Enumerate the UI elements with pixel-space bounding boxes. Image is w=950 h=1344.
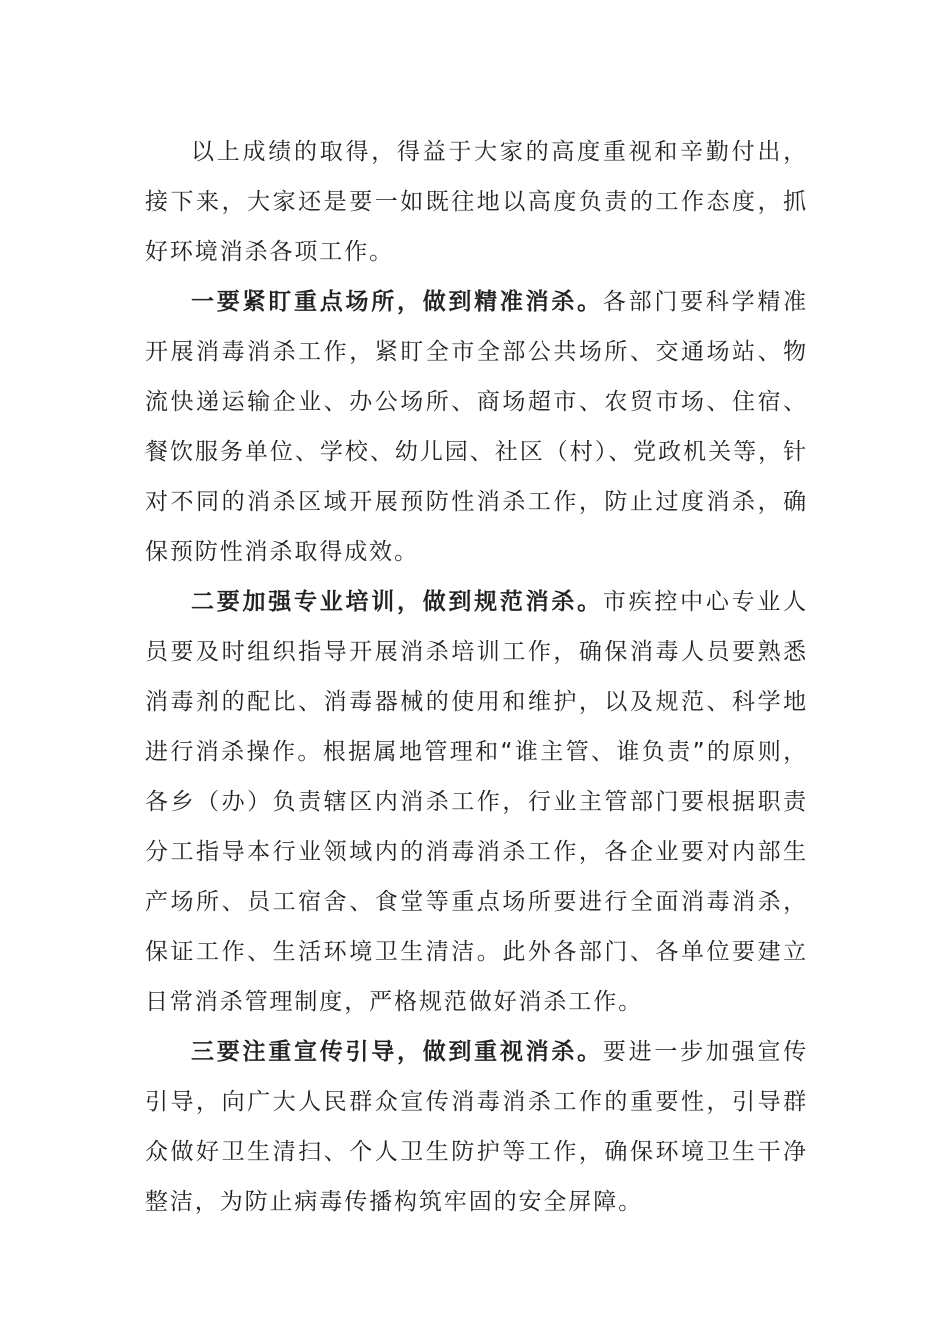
document-page	[145, 127, 808, 1227]
paragraph-point-three	[145, 1027, 808, 1227]
paragraph-text: 要进一步加强宣传引导，向广大人民群众宣传消毒消杀工作的重要性，引导群众做好卫生清扫、个人卫生防护等工作，确保环境卫生干净整洁，为防止病毒传播构筑牢固的安全屏障。	[145, 1039, 808, 1215]
paragraph-text: 市疾控中心专业人员要及时组织指导开展消杀培训工作，确保消毒人员要熟悉消毒剂的配比、消毒器械的使用和维护，以及规范、科学地进行消杀操作。根据属地管理和“谁主管、谁负责”的原则，各乡（办）负责辖区内消杀工作，行业主管部门要根据职责分工指导本行业领域内的消毒消杀工作，各企业要对内部生产场所、员工宿舍、食堂等重点场所要进行全面消毒消杀，保证工作、生活环境卫生清洁。此外各部门、各单位要建立日常消杀管理制度，严格规范做好消杀工作。	[145, 589, 808, 1015]
paragraph-point-two	[145, 577, 808, 1027]
paragraph-heading: 一要紧盯重点场所，做到精准消杀。	[191, 289, 603, 315]
paragraph-intro	[145, 127, 808, 277]
paragraph-text: 以上成绩的取得，得益于大家的高度重视和辛勤付出，接下来，大家还是要一如既往地以高度负责的工作态度，抓好环境消杀各项工作。	[145, 139, 808, 265]
paragraph-heading: 三要注重宣传引导，做到重视消杀。	[191, 1039, 603, 1065]
paragraph-text: 各部门要科学精准开展消毒消杀工作，紧盯全市全部公共场所、交通场站、物流快递运输企业、办公场所、商场超市、农贸市场、住宿、餐饮服务单位、学校、幼儿园、社区（村）、党政机关等，针对不同的消杀区域开展预防性消杀工作，防止过度消杀，确保预防性消杀取得成效。	[145, 289, 808, 565]
paragraph-point-one	[145, 277, 808, 577]
paragraph-heading: 二要加强专业培训，做到规范消杀。	[191, 589, 603, 615]
